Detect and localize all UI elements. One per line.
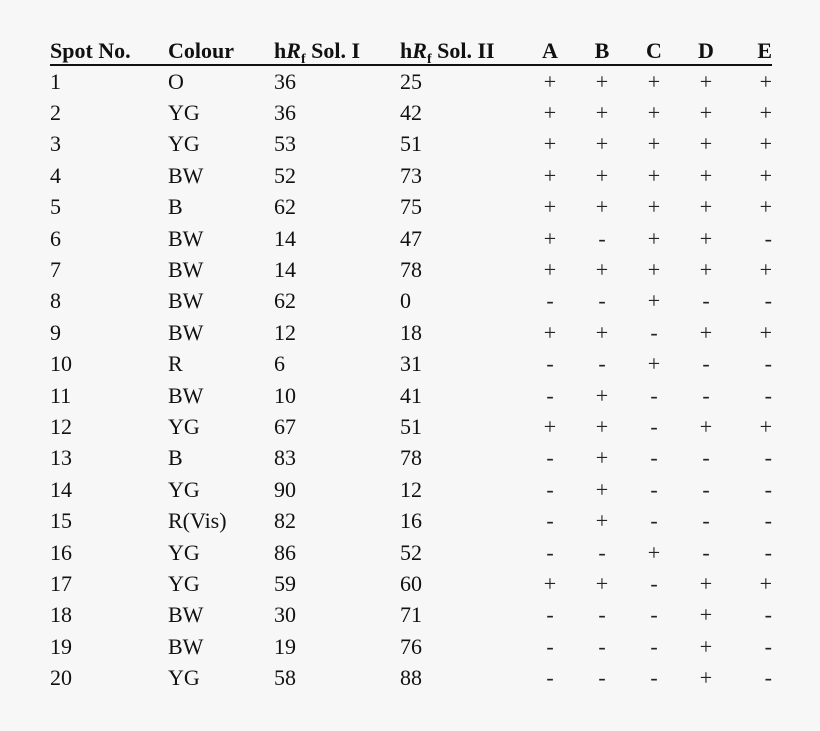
cell-hrf-sol-1: 52 [274,162,296,188]
cell-d: + [699,570,713,596]
cell-a: + [543,570,557,596]
cell-hrf-sol-2: 76 [400,633,422,659]
header-colour: Colour [168,36,274,65]
cell-b: - [598,633,606,659]
cell-e: - [764,351,772,377]
cell-colour: B [168,445,183,471]
cell-e: - [764,539,772,565]
cell-spot-no: 9 [50,319,61,345]
cell-hrf-sol-2: 42 [400,100,422,126]
cell-hrf-sol-1: 36 [274,100,296,126]
cell-hrf-sol-1: 82 [274,508,296,534]
cell-a: - [546,602,554,628]
cell-c: + [647,288,661,314]
cell-hrf-sol-1: 10 [274,382,296,408]
cell-d: - [702,508,710,534]
cell-spot-no: 18 [50,602,72,628]
cell-e: - [764,665,772,691]
cell-e: - [764,382,772,408]
cell-hrf-sol-1: 14 [274,225,296,251]
cell-d: - [702,288,710,314]
cell-hrf-sol-2: 41 [400,382,422,408]
cell-colour: BW [168,257,204,283]
cell-d: - [702,476,710,502]
cell-d: + [699,194,713,220]
cell-e: - [764,445,772,471]
cell-c: - [650,602,658,628]
cell-spot-no: 12 [50,413,72,439]
cell-colour: BW [168,225,204,251]
cell-b: + [595,131,609,157]
cell-hrf-sol-1: 67 [274,413,296,439]
cell-spot-no: 19 [50,633,72,659]
cell-c: - [650,445,658,471]
spot-table [50,36,772,694]
cell-c: + [647,539,661,565]
cell-hrf-sol-1: 90 [274,476,296,502]
cell-spot-no: 15 [50,508,72,534]
table-row [50,223,772,254]
header-a: A [524,36,576,65]
cell-hrf-sol-2: 47 [400,225,422,251]
cell-hrf-sol-2: 78 [400,445,422,471]
cell-colour: B [168,194,183,220]
cell-c: + [647,162,661,188]
cell-spot-no: 14 [50,476,72,502]
cell-d: + [699,225,713,251]
header-hrf-sol-2 [400,36,524,65]
data-table-container [50,36,772,694]
cell-b: - [598,539,606,565]
cell-d: + [699,602,713,628]
cell-a: - [546,382,554,408]
cell-b: + [595,445,609,471]
cell-d: + [699,162,713,188]
hrf2-prefix: h [400,38,413,63]
table-row [50,600,772,631]
cell-spot-no: 2 [50,100,61,126]
cell-b: + [595,382,609,408]
cell-e: + [759,162,772,188]
hrf2-sub: f [426,52,432,67]
cell-d: + [699,665,713,691]
cell-a: - [546,351,554,377]
cell-d: - [702,351,710,377]
cell-a: + [543,413,557,439]
header-c: C [628,36,680,65]
cell-e: + [759,68,772,94]
cell-b: + [595,257,609,283]
cell-hrf-sol-1: 53 [274,131,296,157]
cell-e: + [759,257,772,283]
cell-d: + [699,100,713,126]
header-e: E [732,36,772,65]
cell-c: - [650,570,658,596]
cell-colour: BW [168,602,204,628]
cell-spot-no: 6 [50,225,61,251]
cell-d: + [699,68,713,94]
cell-c: - [650,508,658,534]
cell-hrf-sol-1: 62 [274,194,296,220]
cell-e: + [759,131,772,157]
hrf1-r: R [286,38,301,63]
cell-c: + [647,257,661,283]
table-row [50,380,772,411]
cell-a: + [543,319,557,345]
table-row [50,443,772,474]
header-row [50,36,772,65]
cell-a: - [546,476,554,502]
cell-a: + [543,131,557,157]
cell-e: - [764,602,772,628]
cell-hrf-sol-2: 75 [400,194,422,220]
cell-colour: YG [168,413,200,439]
cell-hrf-sol-2: 52 [400,539,422,565]
table-row [50,631,772,662]
cell-a: - [546,288,554,314]
cell-colour: YG [168,665,200,691]
cell-a: + [543,257,557,283]
hrf2-r: R [412,38,427,63]
cell-colour: BW [168,319,204,345]
cell-spot-no: 11 [50,382,72,408]
cell-hrf-sol-2: 71 [400,602,422,628]
cell-hrf-sol-1: 19 [274,633,296,659]
cell-a: - [546,445,554,471]
cell-spot-no: 20 [50,665,72,691]
cell-e: - [764,476,772,502]
cell-colour: YG [168,570,200,596]
cell-c: - [650,633,658,659]
cell-hrf-sol-2: 51 [400,413,422,439]
cell-spot-no: 8 [50,288,61,314]
header-b: B [576,36,628,65]
cell-colour: BW [168,633,204,659]
cell-c: - [650,476,658,502]
table-body [50,65,772,694]
cell-d: - [702,382,710,408]
cell-hrf-sol-2: 12 [400,476,422,502]
cell-colour: YG [168,131,200,157]
cell-b: - [598,351,606,377]
cell-hrf-sol-1: 14 [274,257,296,283]
cell-e: + [759,100,772,126]
cell-d: + [699,257,713,283]
table-row [50,317,772,348]
cell-spot-no: 1 [50,68,61,94]
cell-colour: R [168,351,183,377]
cell-hrf-sol-1: 86 [274,539,296,565]
cell-hrf-sol-2: 18 [400,319,422,345]
cell-e: + [759,413,772,439]
cell-hrf-sol-2: 78 [400,257,422,283]
cell-c: - [650,319,658,345]
cell-c: + [647,68,661,94]
table-row [50,568,772,599]
cell-hrf-sol-1: 58 [274,665,296,691]
cell-d: + [699,319,713,345]
cell-d: - [702,539,710,565]
table-row [50,411,772,442]
cell-d: - [702,445,710,471]
cell-colour: R(Vis) [168,508,227,534]
cell-a: - [546,508,554,534]
cell-b: + [595,319,609,345]
hrf1-suffix: Sol. I [305,38,361,63]
table-row [50,662,772,693]
cell-c: + [647,131,661,157]
cell-spot-no: 4 [50,162,61,188]
cell-e: - [764,633,772,659]
cell-d: + [699,633,713,659]
table-row [50,192,772,223]
cell-hrf-sol-1: 12 [274,319,296,345]
cell-spot-no: 13 [50,445,72,471]
cell-c: + [647,351,661,377]
cell-e: - [764,288,772,314]
cell-e: - [764,508,772,534]
cell-spot-no: 3 [50,131,61,157]
cell-spot-no: 10 [50,351,72,377]
cell-hrf-sol-1: 36 [274,68,296,94]
cell-c: + [647,100,661,126]
cell-a: - [546,633,554,659]
cell-c: + [647,225,661,251]
cell-a: + [543,100,557,126]
cell-spot-no: 5 [50,194,61,220]
table-row [50,286,772,317]
cell-b: + [595,476,609,502]
cell-hrf-sol-1: 83 [274,445,296,471]
cell-b: - [598,288,606,314]
cell-d: + [699,413,713,439]
cell-spot-no: 17 [50,570,72,596]
cell-colour: YG [168,100,200,126]
cell-hrf-sol-2: 0 [400,288,411,314]
cell-colour: BW [168,382,204,408]
table-row [50,537,772,568]
cell-hrf-sol-2: 73 [400,162,422,188]
header-spot-no: Spot No. [50,36,168,65]
table-row [50,160,772,191]
cell-hrf-sol-1: 30 [274,602,296,628]
cell-d: + [699,131,713,157]
cell-c: - [650,382,658,408]
cell-colour: YG [168,539,200,565]
table-row [50,65,772,97]
cell-b: + [595,194,609,220]
cell-hrf-sol-2: 31 [400,351,422,377]
header-hrf-sol-1 [274,36,400,65]
cell-spot-no: 7 [50,257,61,283]
cell-a: + [543,194,557,220]
table-row [50,474,772,505]
cell-c: - [650,665,658,691]
cell-e: + [759,194,772,220]
table-row [50,349,772,380]
cell-b: + [595,68,609,94]
header-d: D [680,36,732,65]
cell-colour: YG [168,476,200,502]
cell-b: - [598,225,606,251]
cell-b: - [598,665,606,691]
cell-b: - [598,602,606,628]
cell-a: + [543,68,557,94]
hrf1-sub: f [300,52,306,67]
cell-hrf-sol-2: 60 [400,570,422,596]
cell-c: + [647,194,661,220]
cell-b: + [595,508,609,534]
cell-b: + [595,100,609,126]
cell-b: + [595,413,609,439]
cell-e: + [759,570,772,596]
cell-a: + [543,225,557,251]
cell-hrf-sol-1: 59 [274,570,296,596]
cell-b: + [595,570,609,596]
cell-hrf-sol-2: 88 [400,665,422,691]
table-row [50,97,772,128]
cell-spot-no: 16 [50,539,72,565]
cell-colour: BW [168,288,204,314]
hrf1-prefix: h [274,38,287,63]
cell-hrf-sol-2: 16 [400,508,422,534]
table-row [50,129,772,160]
cell-hrf-sol-2: 25 [400,68,422,94]
cell-c: - [650,413,658,439]
cell-hrf-sol-1: 62 [274,288,296,314]
cell-a: - [546,665,554,691]
table-row [50,254,772,285]
cell-a: - [546,539,554,565]
cell-colour: O [168,68,184,94]
cell-b: + [595,162,609,188]
cell-colour: BW [168,162,204,188]
cell-hrf-sol-2: 51 [400,131,422,157]
cell-hrf-sol-1: 6 [274,351,285,377]
table-row [50,505,772,536]
cell-e: - [764,225,772,251]
cell-a: + [543,162,557,188]
cell-e: + [759,319,772,345]
hrf2-suffix: Sol. II [431,38,495,63]
